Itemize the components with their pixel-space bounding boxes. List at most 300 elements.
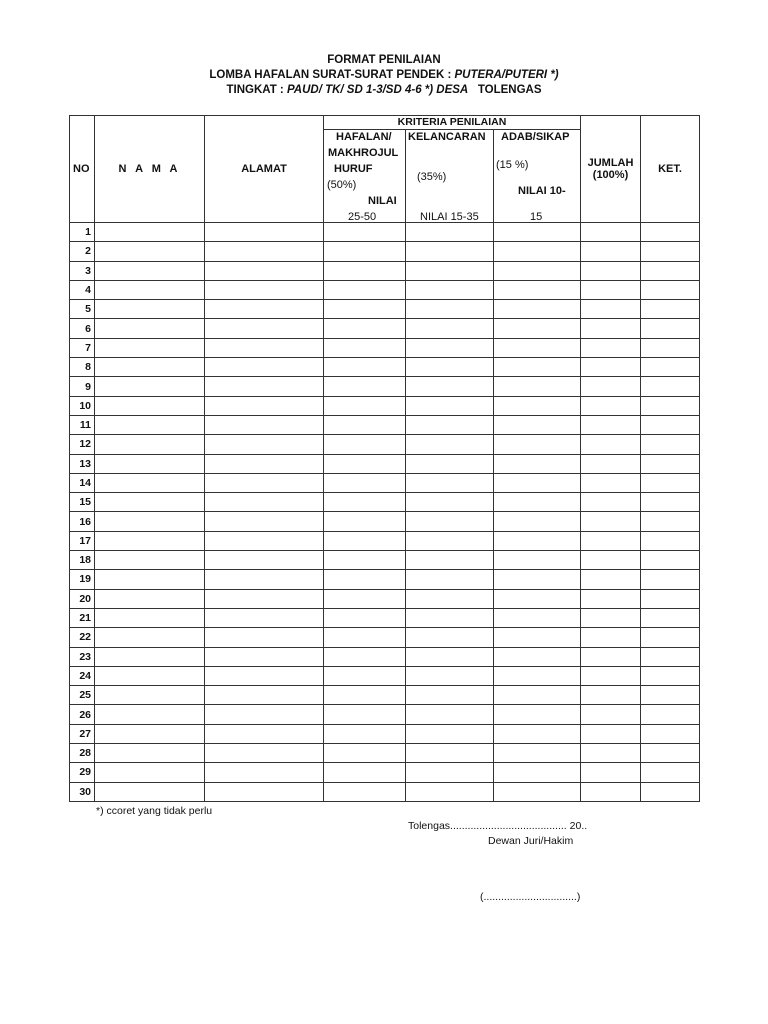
nama-cell[interactable] (95, 724, 205, 743)
nama-cell[interactable] (95, 300, 205, 319)
adab-cell[interactable] (494, 589, 581, 608)
nama-cell[interactable] (95, 570, 205, 589)
table-row (70, 570, 700, 589)
kelancaran-cell[interactable] (406, 358, 494, 377)
hafalan-cell[interactable] (324, 666, 406, 685)
nama-cell[interactable] (95, 628, 205, 647)
row-number: 22 (70, 628, 95, 647)
adab-cell[interactable] (494, 338, 581, 357)
row-number: 17 (70, 531, 95, 550)
alamat-cell[interactable] (205, 300, 324, 319)
table-row (70, 473, 700, 492)
alamat-cell[interactable] (205, 396, 324, 415)
row-number: 29 (70, 763, 95, 782)
document-level-line (0, 84, 768, 96)
nama-cell[interactable] (95, 280, 205, 299)
jumlah-cell[interactable] (581, 705, 641, 724)
row-number: 14 (70, 473, 95, 492)
ket-cell[interactable] (641, 782, 700, 801)
adab-cell[interactable] (494, 628, 581, 647)
jumlah-cell[interactable] (581, 261, 641, 280)
adab-cell[interactable] (494, 473, 581, 492)
alamat-cell[interactable] (205, 223, 324, 242)
table-row (70, 377, 700, 396)
nama-cell[interactable] (95, 744, 205, 763)
ket-cell[interactable] (641, 319, 700, 338)
ket-cell[interactable] (641, 280, 700, 299)
nama-cell[interactable] (95, 531, 205, 550)
ket-cell[interactable] (641, 261, 700, 280)
nama-cell[interactable] (95, 377, 205, 396)
row-number: 1 (70, 223, 95, 242)
table-row (70, 531, 700, 550)
ket-cell[interactable] (641, 531, 700, 550)
table-row (70, 242, 700, 261)
adab-cell[interactable] (494, 358, 581, 377)
hafalan-cell[interactable] (324, 763, 406, 782)
hafalan-cell[interactable] (324, 512, 406, 531)
ket-cell[interactable] (641, 647, 700, 666)
ket-cell[interactable] (641, 223, 700, 242)
alamat-cell[interactable] (205, 531, 324, 550)
jumlah-cell[interactable] (581, 454, 641, 473)
hafalan-cell[interactable] (324, 473, 406, 492)
hafalan-cell[interactable] (324, 744, 406, 763)
subtitle-category: PUTERA/PUTERI *) (454, 69, 559, 81)
jumlah-cell[interactable] (581, 435, 641, 454)
nama-cell[interactable] (95, 666, 205, 685)
jumlah-cell[interactable] (581, 338, 641, 357)
jumlah-cell[interactable] (581, 493, 641, 512)
ket-cell[interactable] (641, 628, 700, 647)
kelancaran-cell[interactable] (406, 744, 494, 763)
hafalan-line-6: 25-50 (348, 211, 377, 223)
nama-cell[interactable] (95, 454, 205, 473)
hafalan-cell[interactable] (324, 280, 406, 299)
ket-cell[interactable] (641, 512, 700, 531)
hafalan-cell[interactable] (324, 377, 406, 396)
table-row (70, 512, 700, 531)
ket-cell[interactable] (641, 396, 700, 415)
kelancaran-cell[interactable] (406, 280, 494, 299)
alamat-cell[interactable] (205, 551, 324, 570)
jumlah-cell[interactable] (581, 223, 641, 242)
jumlah-cell[interactable] (581, 724, 641, 743)
kelancaran-cell[interactable] (406, 300, 494, 319)
ket-cell[interactable] (641, 744, 700, 763)
jumlah-cell[interactable] (581, 531, 641, 550)
alamat-cell[interactable] (205, 724, 324, 743)
adab-cell[interactable] (494, 512, 581, 531)
table-row (70, 280, 700, 299)
hafalan-cell[interactable] (324, 396, 406, 415)
row-number: 15 (70, 493, 95, 512)
ket-cell[interactable] (641, 763, 700, 782)
table-row (70, 744, 700, 763)
kelancaran-cell[interactable] (406, 435, 494, 454)
header-kriteria: KRITERIA PENILAIAN (324, 116, 581, 130)
signer-title: Dewan Juri/Hakim (488, 835, 574, 847)
nama-cell[interactable] (95, 319, 205, 338)
kelancaran-cell[interactable] (406, 319, 494, 338)
hafalan-line-4: (50%) (327, 179, 357, 191)
alamat-cell[interactable] (205, 319, 324, 338)
table-row (70, 763, 700, 782)
nama-cell[interactable] (95, 435, 205, 454)
kelancaran-cell[interactable] (406, 782, 494, 801)
kelancaran-cell[interactable] (406, 531, 494, 550)
jumlah-cell[interactable] (581, 686, 641, 705)
ket-cell[interactable] (641, 300, 700, 319)
ket-cell[interactable] (641, 724, 700, 743)
table-row (70, 608, 700, 627)
alamat-cell[interactable] (205, 705, 324, 724)
adab-cell[interactable] (494, 782, 581, 801)
kelancaran-cell[interactable] (406, 454, 494, 473)
hafalan-cell[interactable] (324, 647, 406, 666)
hafalan-cell[interactable] (324, 705, 406, 724)
jumlah-cell[interactable] (581, 744, 641, 763)
kelancaran-cell[interactable] (406, 570, 494, 589)
ket-cell[interactable] (641, 608, 700, 627)
hafalan-cell[interactable] (324, 319, 406, 338)
kelancaran-line-3: NILAI 15-35 (420, 211, 479, 223)
alamat-cell[interactable] (205, 493, 324, 512)
nama-cell[interactable] (95, 782, 205, 801)
jumlah-cell[interactable] (581, 512, 641, 531)
row-number: 23 (70, 647, 95, 666)
adab-cell[interactable] (494, 666, 581, 685)
jumlah-label: JUMLAH (587, 157, 634, 169)
nama-cell[interactable] (95, 242, 205, 261)
jumlah-cell[interactable] (581, 782, 641, 801)
row-number: 8 (70, 358, 95, 377)
adab-cell[interactable] (494, 744, 581, 763)
header-hafalan (324, 130, 406, 223)
hafalan-cell[interactable] (324, 261, 406, 280)
kelancaran-cell[interactable] (406, 763, 494, 782)
alamat-cell[interactable] (205, 261, 324, 280)
hafalan-cell[interactable] (324, 338, 406, 357)
hafalan-cell[interactable] (324, 454, 406, 473)
jumlah-cell[interactable] (581, 280, 641, 299)
jumlah-cell[interactable] (581, 242, 641, 261)
row-number: 25 (70, 686, 95, 705)
hafalan-cell[interactable] (324, 242, 406, 261)
alamat-cell[interactable] (205, 744, 324, 763)
kelancaran-cell[interactable] (406, 705, 494, 724)
nama-cell[interactable] (95, 493, 205, 512)
row-number: 27 (70, 724, 95, 743)
ket-cell[interactable] (641, 570, 700, 589)
ket-cell[interactable] (641, 358, 700, 377)
nama-cell[interactable] (95, 647, 205, 666)
row-number: 21 (70, 608, 95, 627)
table-row (70, 338, 700, 357)
kelancaran-cell[interactable] (406, 473, 494, 492)
jumlah-cell[interactable] (581, 551, 641, 570)
alamat-cell[interactable] (205, 628, 324, 647)
nama-cell[interactable] (95, 763, 205, 782)
jumlah-cell[interactable] (581, 300, 641, 319)
alamat-cell[interactable] (205, 782, 324, 801)
kelancaran-cell[interactable] (406, 493, 494, 512)
alamat-cell[interactable] (205, 358, 324, 377)
adab-cell[interactable] (494, 647, 581, 666)
signature-line: (................................) (480, 891, 581, 903)
kelancaran-cell[interactable] (406, 261, 494, 280)
adab-cell[interactable] (494, 223, 581, 242)
kelancaran-cell[interactable] (406, 512, 494, 531)
jumlah-cell[interactable] (581, 396, 641, 415)
jumlah-cell[interactable] (581, 647, 641, 666)
row-number: 10 (70, 396, 95, 415)
table-row (70, 647, 700, 666)
ket-cell[interactable] (641, 338, 700, 357)
jumlah-cell[interactable] (581, 358, 641, 377)
row-number: 3 (70, 261, 95, 280)
adab-cell[interactable] (494, 686, 581, 705)
jumlah-cell[interactable] (581, 666, 641, 685)
adab-cell[interactable] (494, 242, 581, 261)
alamat-cell[interactable] (205, 512, 324, 531)
nama-cell[interactable] (95, 338, 205, 357)
jumlah-cell[interactable] (581, 377, 641, 396)
nama-cell[interactable] (95, 686, 205, 705)
table-row (70, 666, 700, 685)
ket-cell[interactable] (641, 686, 700, 705)
adab-cell[interactable] (494, 570, 581, 589)
kelancaran-cell[interactable] (406, 686, 494, 705)
kelancaran-cell[interactable] (406, 647, 494, 666)
footnote: *) ccoret yang tidak perlu (96, 805, 213, 817)
header-adab (494, 130, 581, 223)
row-number: 7 (70, 338, 95, 357)
jumlah-cell[interactable] (581, 628, 641, 647)
hafalan-cell[interactable] (324, 493, 406, 512)
kelancaran-cell[interactable] (406, 377, 494, 396)
adab-cell[interactable] (494, 280, 581, 299)
row-number: 6 (70, 319, 95, 338)
adab-cell[interactable] (494, 261, 581, 280)
alamat-cell[interactable] (205, 686, 324, 705)
alamat-cell[interactable] (205, 589, 324, 608)
alamat-cell[interactable] (205, 666, 324, 685)
header-no: NO (70, 116, 95, 223)
adab-cell[interactable] (494, 377, 581, 396)
kelancaran-line-2: (35%) (417, 171, 447, 183)
kelancaran-cell[interactable] (406, 415, 494, 434)
place-date-line: Tolengas........................................ 20.. (408, 820, 588, 832)
kelancaran-cell[interactable] (406, 724, 494, 743)
adab-cell[interactable] (494, 763, 581, 782)
adab-line-4: 15 (530, 211, 543, 223)
nama-cell[interactable] (95, 705, 205, 724)
table-row (70, 686, 700, 705)
header-alamat: ALAMAT (205, 116, 324, 223)
nama-cell[interactable] (95, 551, 205, 570)
adab-cell[interactable] (494, 608, 581, 627)
kelancaran-cell[interactable] (406, 242, 494, 261)
nama-cell[interactable] (95, 473, 205, 492)
ket-cell[interactable] (641, 242, 700, 261)
hafalan-cell[interactable] (324, 589, 406, 608)
hafalan-cell[interactable] (324, 782, 406, 801)
hafalan-line-1: HAFALAN/ (336, 131, 392, 143)
hafalan-cell[interactable] (324, 608, 406, 627)
ket-cell[interactable] (641, 493, 700, 512)
alamat-cell[interactable] (205, 473, 324, 492)
nama-cell[interactable] (95, 589, 205, 608)
adab-cell[interactable] (494, 396, 581, 415)
alamat-cell[interactable] (205, 763, 324, 782)
row-number: 4 (70, 280, 95, 299)
table-row (70, 396, 700, 415)
table-row (70, 493, 700, 512)
hafalan-cell[interactable] (324, 531, 406, 550)
hafalan-cell[interactable] (324, 435, 406, 454)
kelancaran-cell[interactable] (406, 551, 494, 570)
table-row (70, 551, 700, 570)
alamat-cell[interactable] (205, 435, 324, 454)
ket-cell[interactable] (641, 454, 700, 473)
nama-cell[interactable] (95, 512, 205, 531)
row-number: 24 (70, 666, 95, 685)
nama-cell[interactable] (95, 223, 205, 242)
header-ket: KET. (641, 116, 700, 223)
kelancaran-cell[interactable] (406, 628, 494, 647)
nama-cell[interactable] (95, 415, 205, 434)
hafalan-cell[interactable] (324, 686, 406, 705)
row-number: 11 (70, 415, 95, 434)
hafalan-cell[interactable] (324, 358, 406, 377)
hafalan-cell[interactable] (324, 551, 406, 570)
kelancaran-cell[interactable] (406, 223, 494, 242)
adab-cell[interactable] (494, 415, 581, 434)
alamat-cell[interactable] (205, 377, 324, 396)
row-number: 2 (70, 242, 95, 261)
kelancaran-cell[interactable] (406, 396, 494, 415)
kelancaran-cell[interactable] (406, 666, 494, 685)
adab-cell[interactable] (494, 551, 581, 570)
table-row (70, 223, 700, 242)
ket-cell[interactable] (641, 435, 700, 454)
hafalan-cell[interactable] (324, 724, 406, 743)
alamat-cell[interactable] (205, 647, 324, 666)
table-row (70, 782, 700, 801)
hafalan-cell[interactable] (324, 300, 406, 319)
table-row (70, 454, 700, 473)
adab-cell[interactable] (494, 454, 581, 473)
kelancaran-line-1: KELANCARAN (408, 131, 486, 143)
hafalan-cell[interactable] (324, 570, 406, 589)
nama-cell[interactable] (95, 358, 205, 377)
village-name: TOLENGAS (468, 84, 542, 96)
table-row (70, 415, 700, 434)
nama-cell[interactable] (95, 261, 205, 280)
ket-cell[interactable] (641, 589, 700, 608)
kelancaran-cell[interactable] (406, 338, 494, 357)
adab-line-2: (15 %) (496, 159, 529, 171)
adab-cell[interactable] (494, 531, 581, 550)
alamat-cell[interactable] (205, 415, 324, 434)
kelancaran-cell[interactable] (406, 589, 494, 608)
row-number: 20 (70, 589, 95, 608)
row-number: 13 (70, 454, 95, 473)
adab-cell[interactable] (494, 319, 581, 338)
table-row (70, 261, 700, 280)
row-number: 28 (70, 744, 95, 763)
table-row (70, 705, 700, 724)
alamat-cell[interactable] (205, 570, 324, 589)
kelancaran-cell[interactable] (406, 608, 494, 627)
adab-line-3: NILAI 10- (518, 185, 566, 197)
row-number: 9 (70, 377, 95, 396)
row-number: 30 (70, 782, 95, 801)
hafalan-line-5: NILAI (368, 195, 397, 207)
alamat-cell[interactable] (205, 242, 324, 261)
alamat-cell[interactable] (205, 608, 324, 627)
ket-cell[interactable] (641, 377, 700, 396)
table-row (70, 435, 700, 454)
nama-cell[interactable] (95, 396, 205, 415)
jumlah-cell[interactable] (581, 319, 641, 338)
table-row (70, 724, 700, 743)
hafalan-cell[interactable] (324, 415, 406, 434)
header-kelancaran (406, 130, 494, 223)
document-subtitle (0, 69, 768, 81)
nama-cell[interactable] (95, 608, 205, 627)
header-nama: N A M A (95, 116, 205, 223)
hafalan-cell[interactable] (324, 628, 406, 647)
row-number: 12 (70, 435, 95, 454)
ket-cell[interactable] (641, 551, 700, 570)
jumlah-cell[interactable] (581, 589, 641, 608)
alamat-cell[interactable] (205, 338, 324, 357)
ket-cell[interactable] (641, 473, 700, 492)
row-number: 5 (70, 300, 95, 319)
row-number: 19 (70, 570, 95, 589)
adab-cell[interactable] (494, 435, 581, 454)
jumlah-cell[interactable] (581, 473, 641, 492)
row-number: 26 (70, 705, 95, 724)
hafalan-line-3: HURUF (334, 163, 373, 175)
adab-cell[interactable] (494, 705, 581, 724)
ket-cell[interactable] (641, 415, 700, 434)
adab-line-1: ADAB/SIKAP (501, 131, 570, 143)
alamat-cell[interactable] (205, 280, 324, 299)
table-row (70, 358, 700, 377)
adab-cell[interactable] (494, 493, 581, 512)
jumlah-cell[interactable] (581, 763, 641, 782)
adab-cell[interactable] (494, 724, 581, 743)
hafalan-line-2: MAKHROJUL (328, 147, 399, 159)
adab-cell[interactable] (494, 300, 581, 319)
row-number: 16 (70, 512, 95, 531)
ket-cell[interactable] (641, 666, 700, 685)
jumlah-cell[interactable] (581, 415, 641, 434)
jumlah-percent: (100%) (592, 169, 629, 181)
table-row (70, 300, 700, 319)
level-options: PAUD/ TK/ SD 1-3/SD 4-6 *) DESA (286, 84, 469, 96)
hafalan-cell[interactable] (324, 223, 406, 242)
jumlah-cell[interactable] (581, 570, 641, 589)
alamat-cell[interactable] (205, 454, 324, 473)
subtitle-text: LOMBA HAFALAN SURAT-SURAT PENDEK : (209, 69, 455, 81)
level-label: TINGKAT : (226, 84, 287, 96)
jumlah-cell[interactable] (581, 608, 641, 627)
ket-cell[interactable] (641, 705, 700, 724)
